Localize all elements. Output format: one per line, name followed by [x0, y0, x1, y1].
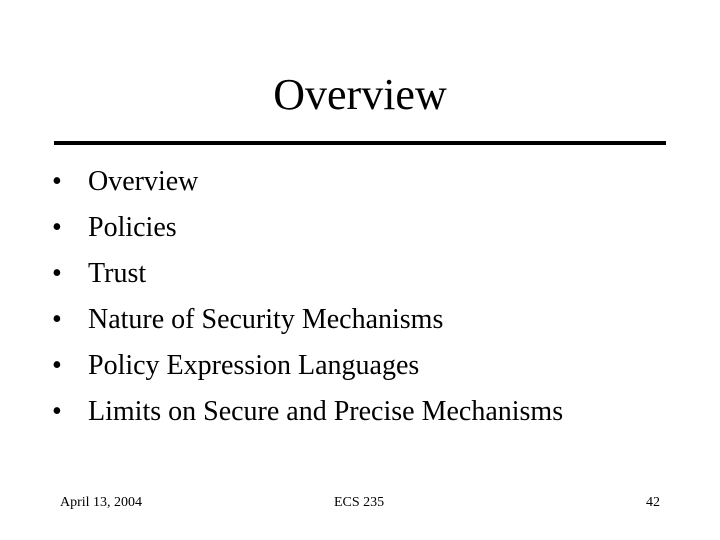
title-divider: [54, 141, 666, 145]
bullet-icon: •: [52, 212, 62, 243]
bullet-icon: •: [52, 166, 62, 197]
footer-course: ECS 235: [334, 495, 385, 510]
bullet-text: Policy Expression Languages: [88, 350, 420, 381]
bullet-text: Trust: [88, 258, 147, 289]
bullet-icon: •: [52, 258, 62, 289]
footer-date: April 13, 2004: [60, 495, 143, 510]
bullet-text: Limits on Secure and Precise Mechanisms: [88, 396, 564, 427]
bullet-icon: •: [52, 304, 62, 335]
bullet-text: Nature of Security Mechanisms: [88, 304, 444, 335]
bullet-icon: •: [52, 396, 62, 427]
bullet-text: Overview: [88, 166, 199, 197]
bullet-text: Policies: [88, 212, 177, 243]
footer-page-number: 42: [646, 495, 660, 510]
slide-title: Overview: [273, 70, 447, 119]
bullet-icon: •: [52, 350, 62, 381]
